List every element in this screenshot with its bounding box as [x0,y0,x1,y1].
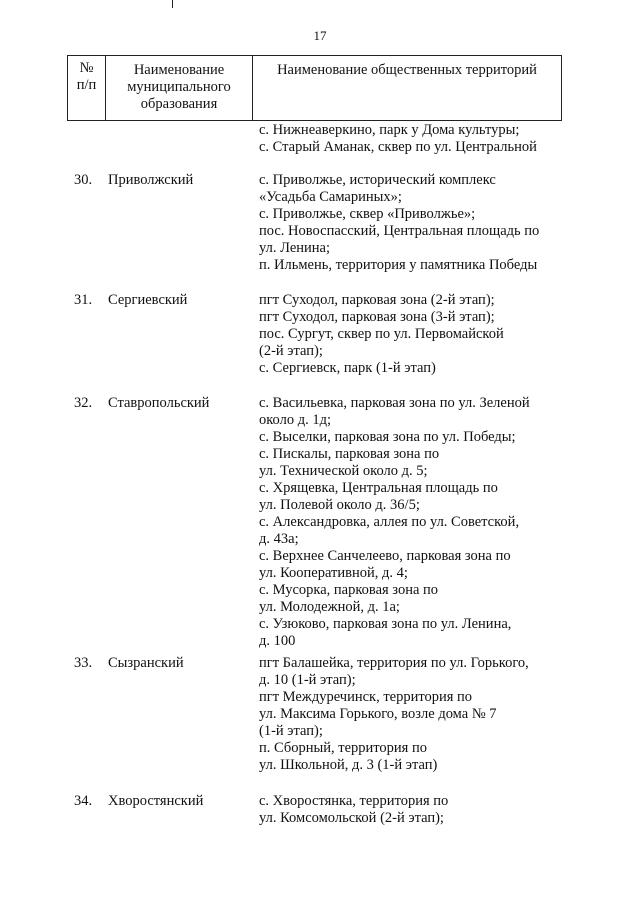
territory-line: «Усадьба Самариных»; [259,189,402,205]
territory-line: с. Нижнеаверкино, парк у Дома культуры; [259,122,520,138]
header-municipality-line: Наименование [133,62,225,78]
territory-line: с. Хворостянка, территория по [259,793,449,809]
territory-line: пос. Сургут, сквер по ул. Первомайской [259,326,504,342]
municipality-name: Хворостянский [108,793,204,809]
territory-list [259,395,569,650]
territory-list [259,655,569,774]
municipality-name: Сызранский [108,655,184,671]
page-number: 17 [313,28,327,43]
territory-line: ул. Максима Горького, возле дома № 7 [259,706,497,722]
territory-line: пгт Суходол, парковая зона (3-й этап); [259,309,495,325]
header-number-line: № [79,60,94,76]
territory-line: ул. Полевой около д. 36/5; [259,497,420,513]
territory-line: ул. Комсомольской (2-й этап); [259,810,444,826]
territory-line: (1-й этап); [259,723,323,739]
territory-line: с. Сергиевск, парк (1-й этап) [259,360,436,376]
territory-line: ул. Школьной, д. 3 (1-й этап) [259,757,438,773]
territory-line: п. Сборный, территория по [259,740,427,756]
scan-mark [172,0,173,8]
territory-line: с. Верхнее Санчелеево, парковая зона по [259,548,511,564]
header-number-cell [67,55,105,121]
territory-line: ул. Ленина; [259,240,331,256]
row-number: 34. [74,793,93,809]
territory-line: с. Старый Аманак, сквер по ул. Центральной [259,139,537,155]
territory-line: с. Александровка, аллея по ул. Советской, [259,514,520,530]
territory-line: ул. Молодежной, д. 1а; [259,599,400,615]
header-number-line: п/п [76,77,97,93]
territory-line: с. Узюково, парковая зона по ул. Ленина, [259,616,512,632]
territory-line: пгт Суходол, парковая зона (2-й этап); [259,292,495,308]
territory-line: пгт Междуречинск, территория по [259,689,473,705]
territory-line: с. Васильевка, парковая зона по ул. Зеленой [259,395,530,411]
territory-line: д. 100 [259,633,296,649]
territory-line: д. 43а; [259,531,299,547]
continuation-territories [259,122,569,156]
territory-line: с. Выселки, парковая зона по ул. Победы; [259,429,516,445]
territory-line: с. Пискалы, парковая зона по [259,446,440,462]
territory-line: с. Приволжье, исторический комплекс [259,172,496,188]
header-municipality-line: муниципального [127,79,231,95]
municipality-name: Сергиевский [108,292,188,308]
territory-line: д. 10 (1-й этап); [259,672,356,688]
municipality-name: Ставропольский [108,395,210,411]
territory-line: пос. Новоспасский, Центральная площадь по [259,223,540,239]
territory-line: ул. Технической около д. 5; [259,463,428,479]
header-municipality-line: образования [140,96,218,112]
territory-line: (2-й этап); [259,343,323,359]
row-number: 32. [74,395,93,411]
row-number: 33. [74,655,93,671]
header-territories-line: Наименование общественных территорий [277,62,537,78]
territory-line: пгт Балашейка, территория по ул. Горького, [259,655,529,671]
territory-line: около д. 1д; [259,412,332,428]
territory-line: с. Хрящевка, Центральная площадь по [259,480,498,496]
territory-list [259,292,569,377]
territory-line: с. Приволжье, сквер «Приволжье»; [259,206,476,222]
territory-list [259,793,569,827]
row-number: 31. [74,292,93,308]
row-number: 30. [74,172,93,188]
municipality-name: Приволжский [108,172,194,188]
header-municipality-cell [105,55,252,121]
territory-list [259,172,569,274]
territory-line: ул. Кооперативной, д. 4; [259,565,408,581]
header-territories-cell [252,55,562,121]
territory-line: п. Ильмень, территория у памятника Победы [259,257,538,273]
territory-line: с. Мусорка, парковая зона по [259,582,439,598]
